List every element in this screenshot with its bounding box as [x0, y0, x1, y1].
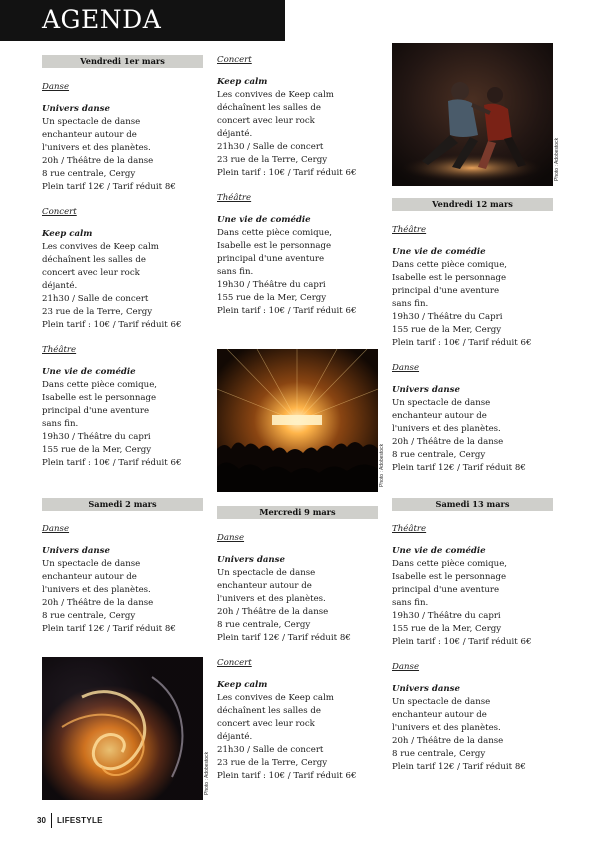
event-line: sans fin.: [392, 598, 429, 608]
event-line: 20h / Théâtre de la danse: [42, 598, 154, 608]
event-line: 20h / Théâtre de la danse: [42, 156, 154, 166]
column-left: [42, 55, 203, 470]
column-right-lower: [392, 498, 553, 774]
event-line: déchaînent les salles de: [217, 706, 321, 716]
event-line: 8 rue centrale, Cergy: [217, 620, 311, 630]
event-line: Plein tarif : 10€ / Tarif réduit 6€: [217, 771, 357, 781]
day-header: Samedi 13 mars: [392, 498, 553, 511]
category-label: Danse: [392, 662, 420, 672]
abstract-swirl-photo: [42, 657, 203, 800]
event-line: l'univers et des planètes.: [42, 585, 151, 595]
section-name: LIFESTYLE: [57, 816, 103, 825]
event-line: sans fin.: [392, 299, 429, 309]
column-middle: [217, 55, 378, 318]
event-line: Plein tarif : 10€ / Tarif réduit 6€: [217, 168, 357, 178]
event-line: 8 rue centrale, Cergy: [42, 169, 136, 179]
event-line: 20h / Théâtre de la danse: [217, 607, 329, 617]
event-line: Plein tarif : 10€ / Tarif réduit 6€: [42, 458, 182, 468]
event-line: déchaînent les salles de: [217, 103, 321, 113]
category-label: Danse: [392, 363, 420, 373]
event-line: 19h30 / Théâtre du capri: [217, 280, 326, 290]
event-line: 155 rue de la Mer, Cergy: [392, 624, 502, 634]
event-line: Un spectacle de danse: [217, 568, 316, 578]
column-left-lower: [42, 498, 203, 636]
event-line: Un spectacle de danse: [42, 559, 141, 569]
event-title: Univers danse: [42, 546, 110, 556]
dancers-image: [392, 43, 553, 186]
dancers-photo: [392, 43, 553, 186]
event-title: Une vie de comédie: [392, 546, 486, 556]
event-line: 155 rue de la Mer, Cergy: [217, 293, 327, 303]
event-line: enchanteur autour de: [42, 130, 137, 140]
event-line: principal d'une aventure: [392, 585, 500, 595]
event-line: 23 rue de la Terre, Cergy: [217, 758, 328, 768]
event-line: Dans cette pièce comique,: [392, 260, 508, 270]
category-label: Théâtre: [392, 225, 427, 235]
event-line: Isabelle est le personnage: [392, 273, 507, 283]
event-line: principal d'une aventure: [217, 254, 325, 264]
event-title: Keep calm: [217, 77, 268, 87]
event-line: 21h30 / Salle de concert: [217, 745, 324, 755]
category-label: Danse: [42, 524, 70, 534]
event-line: Les convives de Keep calm: [42, 242, 159, 252]
concert-crowd-photo: [217, 349, 378, 492]
event-line: 155 rue de la Mer, Cergy: [392, 325, 502, 335]
event-line: enchanteur autour de: [217, 581, 312, 591]
event-line: principal d'une aventure: [392, 286, 500, 296]
event-line: Isabelle est le personnage: [392, 572, 507, 582]
event-line: 8 rue centrale, Cergy: [392, 749, 486, 759]
category-label: Danse: [42, 82, 70, 92]
event-line: Plein tarif 12€ / Tarif réduit 8€: [392, 762, 526, 772]
event-line: Plein tarif : 10€ / Tarif réduit 6€: [392, 637, 532, 647]
event-line: Un spectacle de danse: [392, 697, 491, 707]
event-line: 20h / Théâtre de la danse: [392, 736, 504, 746]
event-line: Un spectacle de danse: [42, 117, 141, 127]
event-line: concert avec leur rock: [217, 719, 315, 729]
event-title: Keep calm: [42, 229, 93, 239]
event-line: concert avec leur rock: [217, 116, 315, 126]
event-line: enchanteur autour de: [42, 572, 137, 582]
category-label: Concert: [217, 55, 252, 65]
event-line: 23 rue de la Terre, Cergy: [217, 155, 328, 165]
event-line: Les convives de Keep calm: [217, 90, 334, 100]
event-line: Plein tarif : 10€ / Tarif réduit 6€: [42, 320, 182, 330]
photo-credit: Photo : Adobestock: [379, 443, 385, 487]
event-line: sans fin.: [217, 267, 254, 277]
category-label: Théâtre: [217, 193, 252, 203]
category-label: Concert: [217, 658, 252, 668]
event-title: Keep calm: [217, 680, 268, 690]
event-line: principal d'une aventure: [42, 406, 150, 416]
concert-crowd-image: [217, 349, 378, 492]
event-line: Dans cette pièce comique,: [42, 380, 158, 390]
event-line: Plein tarif : 10€ / Tarif réduit 6€: [217, 306, 357, 316]
event-line: 21h30 / Salle de concert: [42, 294, 149, 304]
event-title: Univers danse: [217, 555, 285, 565]
photo-credit: Photo : Adobestock: [204, 751, 210, 795]
event-line: 19h30 / Théâtre du capri: [42, 432, 151, 442]
day-header: Samedi 2 mars: [42, 498, 203, 511]
category-label: Danse: [217, 533, 245, 543]
event-line: Isabelle est le personnage: [217, 241, 332, 251]
event-line: déjanté.: [217, 129, 253, 139]
event-line: 8 rue centrale, Cergy: [392, 450, 486, 460]
event-line: l'univers et des planètes.: [392, 424, 501, 434]
event-line: Dans cette pièce comique,: [392, 559, 508, 569]
page-title: AGENDA: [42, 5, 162, 34]
event-line: Un spectacle de danse: [392, 398, 491, 408]
abstract-swirl-image: [42, 657, 203, 800]
event-line: enchanteur autour de: [392, 710, 487, 720]
event-line: concert avec leur rock: [42, 268, 140, 278]
event-title: Univers danse: [392, 385, 460, 395]
day-header: Mercredi 9 mars: [217, 506, 378, 519]
day-header: Vendredi 1er mars: [42, 55, 203, 68]
event-line: enchanteur autour de: [392, 411, 487, 421]
column-middle-lower: [217, 506, 378, 783]
event-title: Univers danse: [392, 684, 460, 694]
event-line: 8 rue centrale, Cergy: [42, 611, 136, 621]
event-line: sans fin.: [42, 419, 79, 429]
event-title: Une vie de comédie: [392, 247, 486, 257]
event-line: 155 rue de la Mer, Cergy: [42, 445, 152, 455]
event-line: déchaînent les salles de: [42, 255, 146, 265]
event-title: Une vie de comédie: [42, 367, 136, 377]
category-label: Concert: [42, 207, 77, 217]
category-label: Théâtre: [42, 345, 77, 355]
event-line: Isabelle est le personnage: [42, 393, 157, 403]
event-line: déjanté.: [217, 732, 253, 742]
event-line: Plein tarif 12€ / Tarif réduit 8€: [392, 463, 526, 473]
event-line: 21h30 / Salle de concert: [217, 142, 324, 152]
event-line: 19h30 / Théâtre du capri: [392, 611, 501, 621]
event-line: Plein tarif 12€ / Tarif réduit 8€: [217, 633, 351, 643]
page-number: 30: [37, 816, 46, 825]
category-label: Théâtre: [392, 524, 427, 534]
event-line: 19h30 / Théâtre du Capri: [392, 312, 503, 322]
event-line: Dans cette pièce comique,: [217, 228, 333, 238]
photo-credit: Photo : Adobestock: [554, 137, 560, 181]
event-line: l'univers et des planètes.: [217, 594, 326, 604]
event-line: Plein tarif : 10€ / Tarif réduit 6€: [392, 338, 532, 348]
event-line: 20h / Théâtre de la danse: [392, 437, 504, 447]
event-line: Plein tarif 12€ / Tarif réduit 8€: [42, 624, 176, 634]
event-title: Une vie de comédie: [217, 215, 311, 225]
event-line: 23 rue de la Terre, Cergy: [42, 307, 153, 317]
day-header: Vendredi 12 mars: [392, 198, 553, 211]
event-line: l'univers et des planètes.: [392, 723, 501, 733]
column-right: [392, 198, 553, 475]
event-line: l'univers et des planètes.: [42, 143, 151, 153]
event-line: déjanté.: [42, 281, 78, 291]
event-title: Univers danse: [42, 104, 110, 114]
page-header: [0, 0, 285, 41]
event-line: Plein tarif 12€ / Tarif réduit 8€: [42, 182, 176, 192]
footer-divider: [51, 813, 52, 828]
event-line: Les convives de Keep calm: [217, 693, 334, 703]
